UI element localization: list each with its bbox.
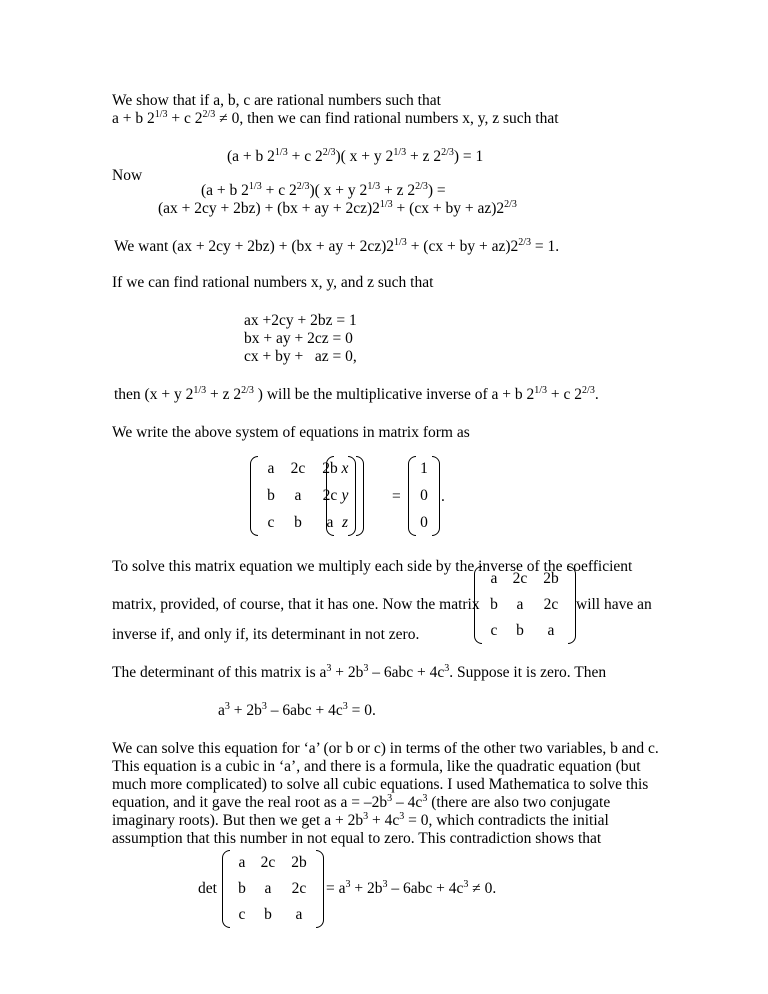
vector-cell: z bbox=[341, 513, 349, 531]
matrix-cell: a bbox=[326, 513, 334, 531]
matrix-cell: 2c bbox=[322, 486, 338, 504]
matrix-cell: 2b bbox=[322, 460, 338, 478]
inline-coefficient-matrix bbox=[474, 566, 576, 644]
matrix-cell: a bbox=[294, 486, 302, 504]
equation-expansion-line-1: (a + b $2^{1/3} + c$ $2^{2/3}$)( x + y $2^{1/3} + z$ $2^{2/3}$) = bbox=[201, 181, 446, 199]
vector-cell: 0 bbox=[420, 486, 428, 504]
matrix-cell: 2c bbox=[543, 596, 559, 613]
matrix-cell: a bbox=[490, 570, 498, 587]
determinant-statement: The determinant of this matrix is $a^3 + 2b^3 - 6abc + 4c^3$. Suppose it is zero. Then bbox=[112, 663, 607, 681]
system-equation-1: ax +2cy + 2bz = 1 bbox=[244, 312, 357, 329]
equals-sign: = bbox=[392, 488, 401, 505]
solve-line-2-end: will have an bbox=[576, 596, 652, 613]
intro-line-2: a + b $2^{1/3} + c$ $2^{2/3} \ne 0$, then we can find rational numbers x, y, z such that bbox=[112, 109, 559, 127]
matrix-cell: 2c bbox=[260, 854, 276, 871]
intro-line-1: We show that if a, b, c are rational numbers such that bbox=[112, 92, 441, 109]
paragraph-line-2: This equation is a cubic in ‘a’, and there is a formula, like the quadratic equation (but bbox=[112, 758, 641, 775]
solve-line-3: inverse if, and only if, its determinant in not zero. bbox=[112, 626, 420, 643]
matrix-cell: b bbox=[490, 596, 498, 613]
matrix-cell: 2c bbox=[512, 570, 528, 587]
matrix-cell: a bbox=[295, 906, 303, 923]
matrix-cell: c bbox=[238, 906, 246, 923]
paragraph-line-1: We can solve this equation for ‘a’ (or b or c) in terms of the other two variables, b and c. bbox=[112, 740, 659, 757]
paragraph-line-4: equation, and it gave the real root as $a = -2b^3 - 4c^3$ (there are also two conjugate bbox=[112, 793, 611, 811]
equation-product-one: (a + b $2^{1/3} + c$ $2^{2/3}$)( x + y $2^{1/3} + z$ $2^{2/3}) = 1$ bbox=[227, 147, 484, 165]
matrix-cell: b bbox=[516, 622, 524, 639]
equation-expansion-line-2: (ax + 2cy + 2bz) + (bx + ay + $2cz)2^{1/3} + (cx$ + by + $az)2^{2/3}$ bbox=[158, 199, 517, 217]
matrix-cell: b bbox=[294, 513, 302, 531]
solve-line-1: To solve this matrix equation we multiply each side by the inverse of the coefficient bbox=[112, 558, 633, 575]
variable-vector bbox=[326, 456, 364, 536]
vector-cell: x bbox=[341, 460, 349, 478]
final-inequality: = $a^3 + 2b^3 - 6abc + 4c^3 \ne 0$. bbox=[326, 879, 497, 897]
rhs-vector bbox=[408, 456, 440, 536]
matrix-cell: c bbox=[490, 622, 498, 639]
system-equation-2: bx + ay + 2cz = 0 bbox=[244, 330, 353, 347]
matrix-cell: b bbox=[267, 486, 275, 504]
matrix-cell: b bbox=[238, 880, 246, 897]
matrix-cell: 2c bbox=[291, 880, 307, 897]
want-equation: We want (ax + 2cy + 2bz) + (bx + ay + $2cz)2^{1/3} + (cx$ + by + $az)2^{2/3} = 1$. bbox=[114, 237, 560, 255]
matrix-cell: a bbox=[238, 854, 246, 871]
matrix-cell: a bbox=[264, 880, 272, 897]
system-equation-3: cx + by + az = 0, bbox=[244, 348, 357, 365]
paragraph-line-6: assumption that this number in not equal to zero. This contradiction shows that bbox=[112, 830, 602, 847]
vector-cell: 1 bbox=[420, 460, 428, 478]
det-label: det bbox=[198, 880, 217, 897]
matrix-cell: 2b bbox=[291, 854, 307, 871]
matrix-cell: a bbox=[516, 596, 524, 613]
solve-line-2: matrix, provided, of course, that it has one. Now the matrix bbox=[112, 596, 480, 613]
inverse-statement: then (x + y $2^{1/3} + z$ $2^{2/3}$ ) will be the multiplicative inverse of a + b $2^{1/3} + c$ $2^{2/3}$. bbox=[114, 385, 599, 403]
matrix-form-intro: We write the above system of equations in matrix form as bbox=[112, 424, 470, 441]
final-coefficient-matrix bbox=[222, 850, 324, 928]
matrix-cell: a bbox=[547, 622, 555, 639]
vector-cell: y bbox=[341, 486, 349, 504]
paragraph-line-5: imaginary roots). But then we get $a + 2b^3 + 4c^3 = 0$, which contradicts the initial bbox=[112, 811, 609, 829]
period: . bbox=[441, 488, 445, 505]
determinant-equation: $a^3 + 2b^3 - 6abc + 4c^3 = 0$. bbox=[218, 701, 376, 719]
matrix-cell: b bbox=[264, 906, 272, 923]
matrix-cell: 2b bbox=[543, 570, 559, 587]
paragraph-line-3: much more complicated) to solve all cubic equations. I used Mathematica to solve this bbox=[112, 776, 649, 793]
matrix-cell: a bbox=[267, 460, 275, 478]
now-label: Now bbox=[112, 167, 143, 184]
vector-cell: 0 bbox=[420, 513, 428, 531]
if-find-text: If we can find rational numbers x, y, and z such that bbox=[112, 274, 434, 291]
matrix-cell: 2c bbox=[290, 460, 306, 478]
matrix-cell: c bbox=[267, 513, 275, 531]
